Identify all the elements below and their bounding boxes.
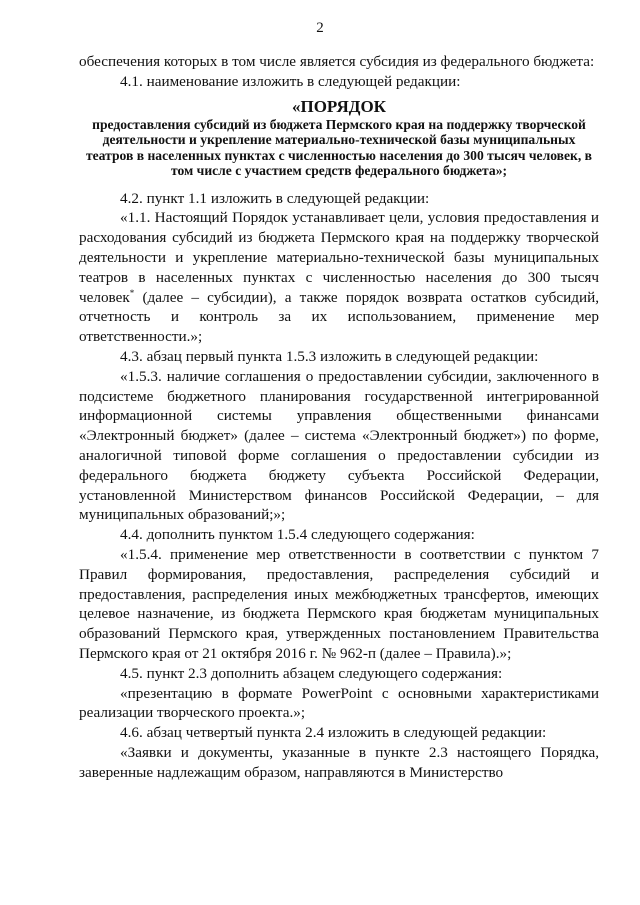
spacer	[79, 179, 599, 189]
paragraph-1-1-part-1: «1.1. Настоящий Порядок устанавливает цели, условия предоставления и расходования субсидий из бюджета Пермского края на поддержку творческой деятельности и укрепление материально-технической базы муниципальных театров в населенных пунктах с численностью населения до 300 тысяч человек	[79, 209, 599, 306]
document-body	[79, 52, 599, 783]
procedure-title: «ПОРЯДОК	[291, 96, 386, 116]
paragraph-4-6: 4.6. абзац четвертый пункта 2.4 изложить в следующей редакции:	[120, 724, 547, 742]
paragraph-1-1-text	[79, 208, 599, 347]
paragraph-4-1: 4.1. наименование изложить в следующей редакции:	[120, 72, 461, 90]
paragraph-presentation-text: «презентацию в формате PowerPoint с основными характеристиками реализации творческого проекта.»;	[79, 684, 599, 722]
paragraph-4-2: 4.2. пункт 1.1 изложить в следующей редакции:	[120, 189, 430, 207]
paragraph-1-1-part-2: (далее – субсидии), а также порядок возврата остатков субсидий, отчетность и контроль за их использованием, применение мер ответственности.»;	[79, 288, 599, 346]
paragraph-4-3: 4.3. абзац первый пункта 1.5.3 изложить в следующей редакции:	[120, 347, 539, 365]
procedure-title-block	[79, 96, 599, 179]
page-number: 2	[316, 20, 324, 36]
paragraph-1-5-4-text: «1.5.4. применение мер ответственности в соответствии с пунктом 7 Правил формирования, предоставления, распределения субсидий и предоставления, распределения иных межбюджетных трансфертов, имеющих целевое назначение, из бюджета Пермского края бюджетам муниципальных образований Пермского края, утвержденных постановлением Правительства Пермского края от 21 октября 2016 г. № 962-п (далее – Правила).»;	[79, 545, 599, 662]
paragraph-4-5: 4.5. пункт 2.3 дополнить абзацем следующего содержания:	[120, 664, 503, 682]
paragraph-4-4: 4.4. дополнить пунктом 1.5.4 следующего содержания:	[120, 526, 475, 544]
footnote-marker: *	[129, 287, 135, 298]
paragraph-applications-text: «Заявки и документы, указанные в пункте 2.3 настоящего Порядка, заверенные надлежащим образом, направляются в Министерство	[79, 743, 599, 781]
paragraph-1-5-3-text: «1.5.3. наличие соглашения о предоставлении субсидии, заключенного в подсистеме бюджетного планирования государственной интегрированной информационной системы управления общественными финансами «Электронный бюджет» (далее – система «Электронный бюджет») по форме, аналогичной типовой форме соглашения о предоставлении субсидии из федерального бюджета бюджету субъекта Российской Федерации, установленной Министерством финансов Российской Федерации, – для муниципальных образований;»;	[79, 367, 599, 524]
paragraph-continuation: обеспечения которых в том числе является субсидия из федерального бюджета:	[79, 53, 595, 70]
procedure-subtitle: предоставления субсидий из бюджета Пермского края на поддержку творческой деятельности и укрепление материально-технической базы муниципальных театров в населенных пунктах с численностью населения до 300 тысяч человек, в том числе с участием средств федерального бюджета»;	[85, 116, 593, 179]
